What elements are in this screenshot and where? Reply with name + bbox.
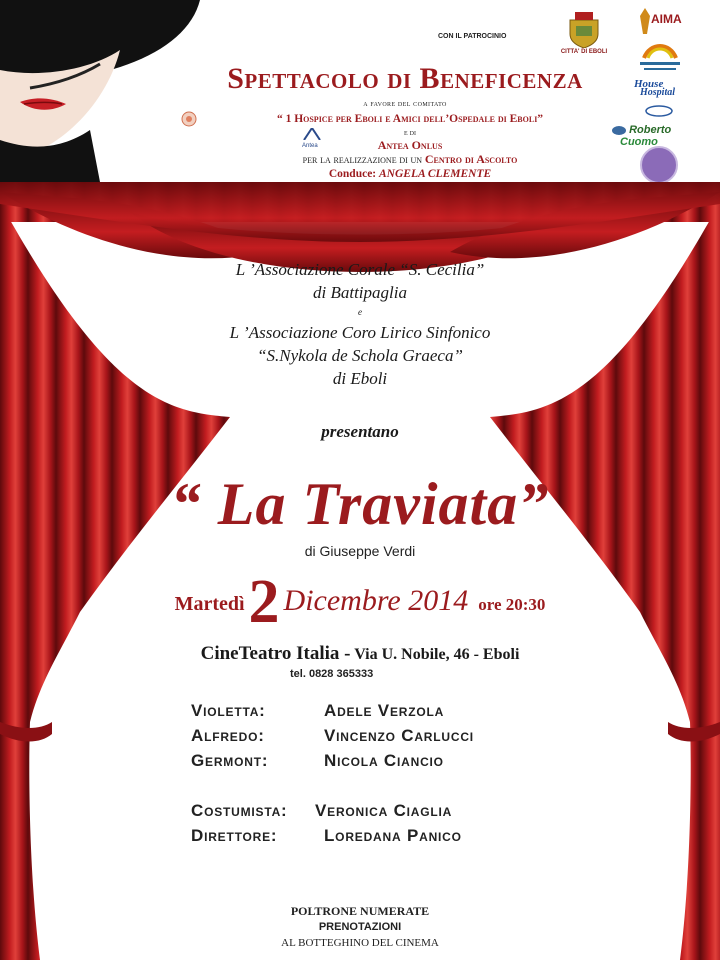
cast-role-1: Violetta: (191, 701, 266, 720)
date-day: 2 (248, 568, 280, 636)
aima-logo-text: AIMA (651, 12, 682, 26)
host-label: Conduce: (328, 168, 377, 180)
cast-name-3: Nicola Ciancio (324, 751, 444, 770)
house-text: House (634, 78, 664, 90)
event-title: Spettacolo di Beneficenza (227, 62, 583, 95)
presenter-line-5: “S.Nykola de Schola Graeca” (257, 346, 463, 365)
beneficiary-2: Antea Onlus (377, 138, 443, 152)
crest-label: CITTA' DI EBOLI (560, 49, 608, 55)
patronage-label: CON IL PATROCINIO (438, 33, 507, 40)
presenter-line-6: di Eboli (332, 369, 388, 388)
conjunction-text: e di (404, 128, 416, 137)
purpose-center: Centro di Ascolto (424, 152, 518, 166)
host-line (0, 168, 720, 180)
cast-name-2: Vincenzo Carlucci (324, 726, 474, 745)
opera-title: “ La Traviata” (170, 471, 550, 537)
venue-address: Via U. Nobile, 46 - Eboli (350, 646, 520, 663)
date-month-year: Dicembre 2014 (283, 584, 469, 617)
venue-name: CineTeatro Italia - (200, 643, 351, 664)
crew-name-1: Veronica Ciaglia (315, 801, 453, 820)
purpose-prefix: per la realizzazione di un (302, 154, 423, 166)
composer-line: di Giuseppe Verdi (304, 543, 416, 559)
header-banner (0, 0, 720, 182)
date-time: ore 20:30 (478, 595, 546, 614)
presentano-label: presentano (321, 422, 399, 441)
antea-logo-text: Antea (302, 143, 318, 149)
roberto-text: Roberto (629, 124, 672, 136)
footer-bookings: PRENOTAZIONI (318, 921, 402, 933)
presenter-line-3: e (358, 307, 362, 317)
crew-name-2: Loredana Panico (324, 826, 462, 845)
presenter-line-4: L ’Associazione Coro Lirico Sinfonico (229, 323, 491, 342)
cast-role-3: Germont: (191, 751, 269, 770)
presenter-line-2: di Battipaglia (313, 283, 407, 302)
event-subtitle: a favore del comitato (363, 99, 447, 108)
host-name: ANGELA CLEMENTE (379, 168, 492, 180)
crew-role-1: Costumista: (191, 801, 288, 820)
venue-line (0, 643, 720, 665)
presenter-line-1: L ’Associazione Corale “S. Cecilia” (235, 260, 485, 279)
hospital-text: Hospital (640, 87, 676, 98)
aima-logo (638, 8, 680, 36)
footer-seating: POLTRONE NUMERATE (290, 904, 430, 918)
cuomo-text: Cuomo (620, 136, 658, 148)
footer-boxoffice: AL BOTTEGHINO DEL CINEMA (281, 937, 439, 949)
date-weekday: Martedì (174, 593, 245, 615)
venue-phone: tel. 0828 365333 (290, 668, 374, 680)
beneficiary-1: “ 1 Hospice per Eboli e Amici dell’Ospedale di Eboli” (276, 113, 544, 125)
event-date (0, 568, 720, 636)
purpose-line (0, 152, 720, 167)
cast-role-2: Alfredo: (191, 726, 265, 745)
cast-name-1: Adele Verzola (324, 701, 445, 720)
city-crest-logo (566, 10, 602, 48)
crew-role-2: Direttore: (191, 826, 278, 845)
